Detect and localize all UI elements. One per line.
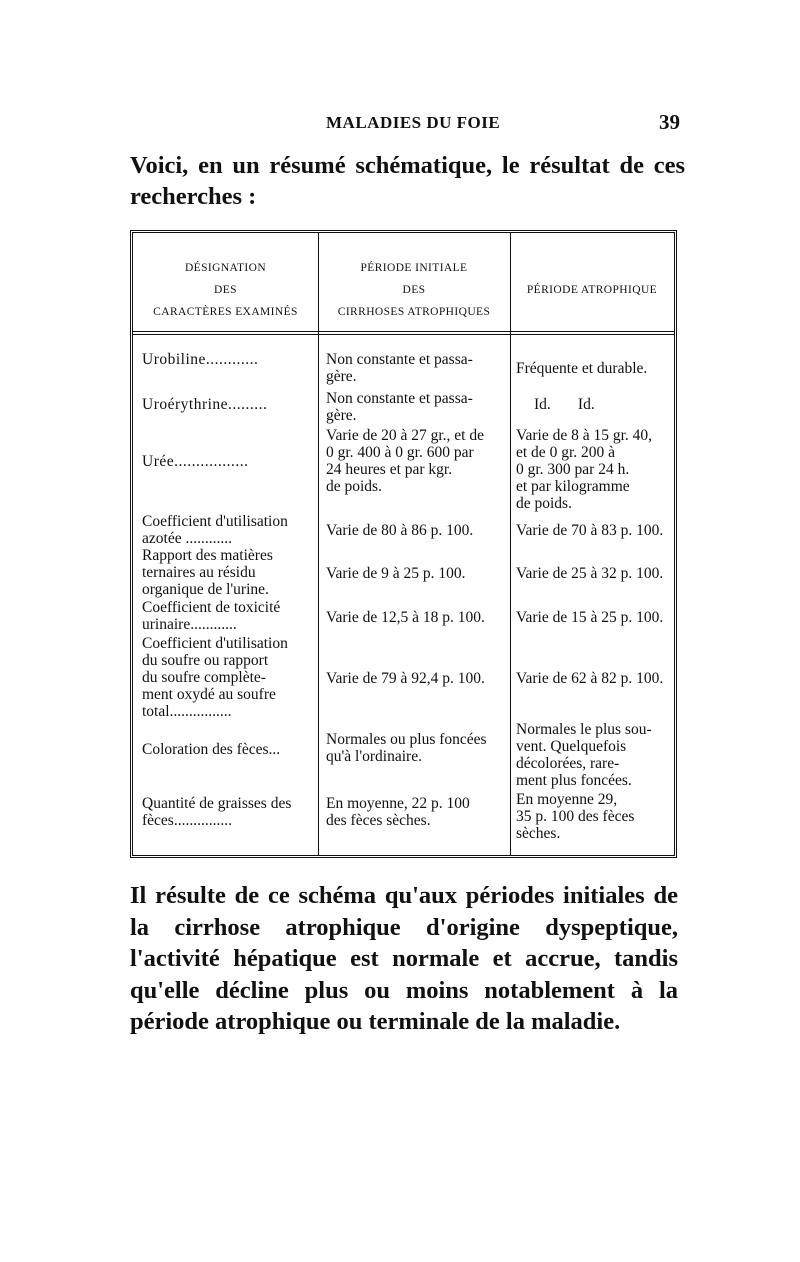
row-character: Coloration des fèces... [142,741,281,758]
row-atrophic-period: Id. Id. [534,396,595,413]
row-atrophic-period: En moyenne 29, 35 p. 100 des fèces sèches. [516,791,635,842]
row-initial-period: Varie de 80 à 86 p. 100. [326,522,474,539]
header-rule [133,331,674,335]
row-atrophic-period: Varie de 25 à 32 p. 100. [516,565,664,582]
row-initial-period: Non constante et passa- gère. [326,351,473,385]
row-character: Coefficient de toxicité urinaire............ [142,599,281,633]
column-divider [510,233,511,855]
row-initial-period: Varie de 79 à 92,4 p. 100. [326,670,485,687]
summary-table [130,230,677,858]
row-character: Urée................. [142,453,249,470]
row-character: Uroérythrine......... [142,396,268,413]
row-initial-period: Normales ou plus foncées qu'à l'ordinaire. [326,731,487,765]
row-character: Quantité de graisses des fèces............... [142,795,292,829]
row-atrophic-period: Varie de 62 à 82 p. 100. [516,670,664,687]
row-initial-period: Non constante et passa- gère. [326,390,473,424]
row-character: Urobiline............ [142,351,259,368]
row-atrophic-period: Normales le plus sou- vent. Quelquefois décolorées, rare- ment plus foncées. [516,721,652,789]
running-header [130,110,680,143]
intro-paragraph: Voici, en un résumé schématique, le résultat de ces recherches : [130,152,685,210]
header-col-initial-period: PÉRIODE INITIALE DES CIRRHOSES ATROPHIQUES [337,262,491,318]
conclusion-paragraph: Il résulte de ce schéma qu'aux périodes initiales de la cirrhose atrophique d'origine dyspeptique, l'activité hépatique est normale et accrue, tandis qu'elle décline plus ou moins notablement à la période atrophique ou terminale de la maladie. [130,882,678,1035]
header-col-atrophic-period: PÉRIODE ATROPHIQUE [526,284,658,296]
row-atrophic-period: Varie de 70 à 83 p. 100. [516,522,664,539]
row-atrophic-period: Varie de 8 à 15 gr. 40, et de 0 gr. 200 à 0 gr. 300 par 24 h. et par kilogramme de poids. [516,427,653,512]
row-character: Rapport des matières ternaires au résidu organique de l'urine. [142,547,273,598]
row-character: Coefficient d'utilisation azotée ............ [142,513,288,547]
row-initial-period: Varie de 12,5 à 18 p. 100. [326,609,485,626]
row-atrophic-period: Varie de 15 à 25 p. 100. [516,609,664,626]
page-number: 39 [659,110,680,134]
row-character: Coefficient d'utilisation du soufre ou rapport du soufre complète- ment oxydé au soufre total................ [142,635,288,720]
row-initial-period: En moyenne, 22 p. 100 des fèces sèches. [326,795,470,829]
header-col-designation: DÉSIGNATION DES CARACTÈRES EXAMINÉS [153,262,298,318]
column-divider [318,233,319,855]
running-title: MALADIES DU FOIE [326,113,501,132]
row-initial-period: Varie de 20 à 27 gr., et de 0 gr. 400 à 0 gr. 600 par 24 heures et par kgr. de poids. [326,427,484,495]
row-atrophic-period: Fréquente et durable. [516,360,648,377]
row-initial-period: Varie de 9 à 25 p. 100. [326,565,466,582]
